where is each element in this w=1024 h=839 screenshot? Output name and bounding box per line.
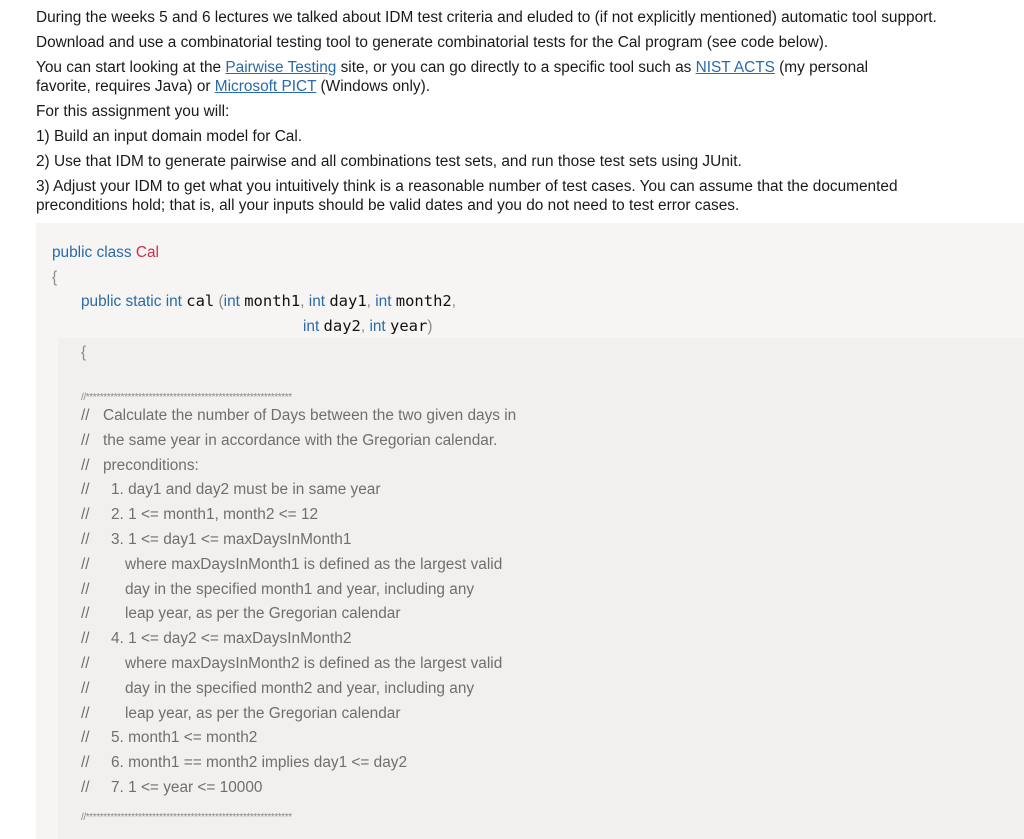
class-declaration: public class Cal (52, 244, 159, 261)
comment-marker: // (81, 506, 90, 524)
comment-line (81, 629, 351, 649)
class-name: Cal (135, 244, 159, 261)
class-open-brace: { (52, 269, 58, 286)
method-signature-line-2: int day2, int year) (303, 317, 433, 335)
intro-line-3: You can start looking at the Pairwise Testing site, or you can go directly to a specific tool such as NIST ACTS (my personal (36, 59, 869, 76)
comment-line (81, 530, 351, 550)
comment-divider-top: //*********************************************************** (81, 392, 292, 403)
comment-line (81, 728, 257, 748)
comment-text: day in the specified month2 and year, including any (125, 679, 475, 697)
comment-marker: // (81, 630, 90, 648)
comment-marker: // (81, 580, 90, 598)
comment-line (81, 406, 516, 426)
comment-text: 6. month1 == month2 implies day1 <= day2 (111, 754, 408, 772)
comment-marker: // (81, 431, 90, 449)
task-item-2: 2) Use that IDM to generate pairwise and all combinations test sets, and run those test sets using JUnit. (36, 153, 742, 170)
comment-text: 4. 1 <= day2 <= maxDaysInMonth2 (111, 630, 352, 648)
comment-marker: // (81, 531, 90, 548)
comment-marker: // (81, 655, 90, 672)
comment-line (81, 480, 381, 500)
comment-marker: // (81, 754, 90, 772)
comment-line (81, 505, 318, 525)
intro-line-2: Download and use a combinatorial testing tool to generate combinatorial tests for the Cal program (see code below). (36, 34, 829, 51)
comment-marker: // (81, 456, 90, 474)
code-block (36, 223, 1024, 839)
comment-line (81, 753, 407, 773)
comment-text: Calculate the number of Days between the two given days in (103, 407, 517, 424)
comment-text: leap year, as per the Gregorian calendar (125, 704, 401, 722)
intro-line-1: During the weeks 5 and 6 lectures we talked about IDM test criteria and eluded to (if not explicitly mentioned) automatic tool support. (36, 9, 937, 26)
comment-line (81, 580, 474, 600)
intro-line-4: favorite, requires Java) or Microsoft PICT (Windows only). (36, 78, 431, 95)
method-signature-line-1: public static int cal (int month1, int day1, int month2, (81, 292, 457, 310)
comment-text: the same year in accordance with the Gregorian calendar. (103, 431, 498, 449)
intro-line-5: For this assignment you will: (36, 103, 230, 120)
microsoft-pict-link[interactable]: Microsoft PICT (214, 78, 317, 95)
comment-line (81, 604, 401, 624)
comment-marker: // (81, 481, 90, 499)
pairwise-testing-link[interactable]: Pairwise Testing (225, 59, 337, 76)
comment-text: where maxDaysInMonth1 is defined as the largest valid (125, 555, 503, 573)
comment-marker: // (81, 679, 90, 697)
comment-text: preconditions: (103, 456, 199, 474)
comment-marker: // (81, 605, 90, 623)
comment-marker: // (81, 555, 90, 573)
comment-marker: // (81, 779, 90, 796)
comment-line (81, 679, 474, 699)
comment-marker: // (81, 407, 90, 424)
comment-line (81, 456, 199, 476)
comment-line (81, 778, 262, 798)
method-name: cal (186, 292, 215, 310)
comment-text: 3. 1 <= day1 <= maxDaysInMonth1 (111, 531, 352, 548)
comment-text: 2. 1 <= month1, month2 <= 12 (111, 506, 319, 524)
task-item-1: 1) Build an input domain model for Cal. (36, 128, 303, 145)
nist-acts-link[interactable]: NIST ACTS (695, 59, 775, 76)
comment-marker: // (81, 704, 90, 722)
comment-text: 7. 1 <= year <= 10000 (111, 779, 263, 796)
comment-line (81, 431, 497, 451)
comment-text: day in the specified month1 and year, including any (125, 580, 475, 598)
comment-line (81, 555, 502, 575)
comment-text: 1. day1 and day2 must be in same year (111, 481, 381, 499)
comment-text: 5. month1 <= month2 (111, 729, 258, 747)
assignment-instructions (36, 8, 1011, 215)
comment-divider-bottom: //*********************************************************** (81, 812, 292, 823)
comment-text: leap year, as per the Gregorian calendar (125, 605, 401, 623)
comment-line (81, 704, 401, 724)
comment-text: where maxDaysInMonth2 is defined as the largest valid (125, 655, 503, 672)
task-item-3: 3) Adjust your IDM to get what you intuitively think is a reasonable number of test cases. You can assume that the documented preconditions hold; that is, all your inputs should be valid dates and you do not need to test error cases. (36, 178, 898, 214)
comment-line (81, 654, 502, 674)
method-open-brace: { (81, 344, 87, 361)
comment-marker: // (81, 729, 90, 747)
